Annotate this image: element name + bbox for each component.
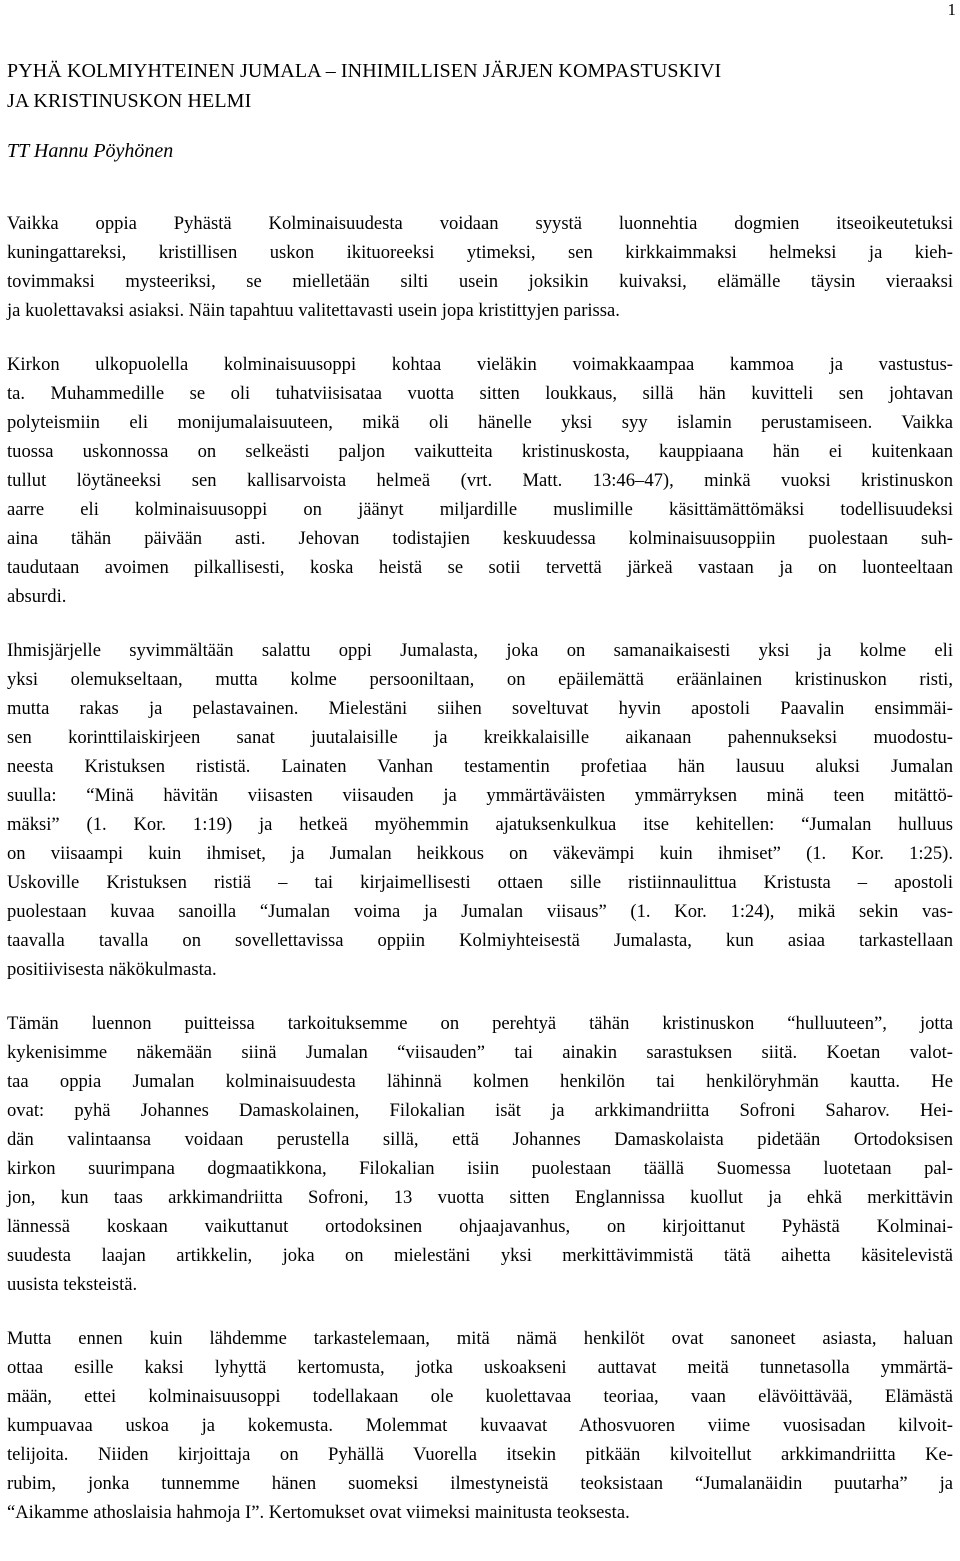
paragraph (7, 1009, 953, 1299)
document-body (7, 56, 953, 1552)
paragraph-line: suudesta laajan artikkelin, joka on mielestäni yksi merkittävimmistä tätä aihetta käsitelevistä (7, 1245, 953, 1266)
paragraph-line: tovimmaksi mysteeriksi, se mielletään silti usein joksikin kuivaksi, elämälle täysin vieraaksi (7, 271, 953, 292)
paragraph-line: neesta Kristuksen rististä. Lainaten Vanhan testamentin profetiaa hän lausuu aluksi Jumalan (7, 756, 953, 777)
author-name: TT Hannu Pöyhönen (7, 140, 174, 162)
paragraph-line: jon, kun taas arkkimandriitta Sofroni, 13 vuotta sitten Englannissa kuollut ja ehkä merkittävin (7, 1187, 953, 1208)
paragraph-line: tullut löytäneeksi sen kallisarvoista helmeä (vrt. Matt. 13:46–47), minkä vuoksi kristinuskon (7, 470, 953, 491)
paragraph-line: tuossa uskonnossa on selkeästi paljon vaikutteita kristinuskosta, kauppiaana hän ei kuitenkaan (7, 441, 953, 462)
paragraph-line: Tämän luennon puitteissa tarkoituksemme on perehtyä tähän kristinuskon “hulluuteen”, jotta (7, 1013, 953, 1034)
paragraph-line: Vaikka oppia Pyhästä Kolminaisuudesta voidaan syystä luonnehtia dogmien itseoikeutetuksi (7, 213, 953, 234)
paragraph (7, 209, 953, 325)
title-line: JA KRISTINUSKON HELMI (7, 90, 252, 112)
body-text (7, 209, 953, 1527)
paragraph-line: telijoita. Niiden kirjoittaja on Pyhällä Vuorella itsekin pitkään kilvoitellut arkkimandriitta Ke- (7, 1444, 953, 1465)
paragraph-line: yksi olemukseltaan, mutta kolme persooniltaan, on epäilemättä eräänlainen kristinuskon risti, (7, 669, 953, 690)
paragraph-line: Uskoville Kristuksen ristiä – tai kirjaimellisesti ottaen sille ristiinnaulittua Kristusta – apostoli (7, 872, 953, 893)
paragraph-line: puolestaan kuvaa sanoilla “Jumalan voima ja Jumalan viisaus” (1. Kor. 1:24), mikä sekin vas- (7, 901, 953, 922)
document-title (7, 56, 953, 116)
paragraph-line: mutta rakas ja pelastavainen. Mielestäni siihen soveltuvat hyvin apostoli Paavalin ensimmäi- (7, 698, 953, 719)
paragraph-line: polyteismiin eli monijumalaisuuteen, mikä oli hänelle yksi syy islamin perustamiseen. Vaikka (7, 412, 953, 433)
paragraph-line: ovat: pyhä Johannes Damaskolainen, Filokalian isät ja arkkimandriitta Sofroni Saharov. Hei- (7, 1100, 953, 1121)
paragraph-line: absurdi. (7, 586, 67, 607)
paragraph (7, 350, 953, 611)
paragraph-line: on viisaampi kuin ihmiset, ja Jumalan heikkous on väkevämpi kuin ihmiset” (1. Kor. 1:25). (7, 843, 953, 864)
paragraph-line: taa oppia Jumalan kolminaisuudesta lähinnä kolmen henkilön tai henkilöryhmän kautta. He (7, 1071, 953, 1092)
paragraph-line: ja kuolettavaksi asiaksi. Näin tapahtuu valitettavasti usein jopa kristittyjen parissa. (7, 300, 620, 321)
paragraph-line: kumpuavaa uskoa ja kokemusta. Molemmat kuvaavat Athosvuoren viime vuosisadan kilvoit- (7, 1415, 953, 1436)
paragraph-line: lännessä koskaan vaikuttanut ortodoksinen ohjaajavanhus, on kirjoittanut Pyhästä Kolminai- (7, 1216, 953, 1237)
paragraph-line: positiivisesta näkökulmasta. (7, 959, 217, 980)
paragraph (7, 1324, 953, 1527)
page-number: 1 (947, 0, 956, 19)
paragraph-line: dän valintaansa voidaan perustella sillä, että Johannes Damaskolaista pidetään Ortodoksisen (7, 1129, 953, 1150)
paragraph-line: kirkon suurimpana dogmaatikkona, Filokalian isiin puolestaan täällä Suomessa luotetaan pal- (7, 1158, 953, 1179)
paragraph-line: rubim, jonka tunnemme hänen suomeksi ilmestyneistä teoksistaan “Jumalanäidin puutarha” ja (7, 1473, 953, 1494)
paragraph-line: suulla: “Minä hävitän viisasten viisauden ja ymmärtäväisten ymmärryksen minä teen mitättö- (7, 785, 953, 806)
paragraph-line: kykenisimme näkemään siinä Jumalan “viisauden” tai ainakin sarastuksen siitä. Koetan valot- (7, 1042, 953, 1063)
paragraph-line: mäksi” (1. Kor. 1:19) ja hetkeä myöhemmin ajatuksenkulkua itse kehitellen: “Jumalan hulluus (7, 814, 953, 835)
paragraph-line: “Aikamme athoslaisia hahmoja I”. Kertomukset ovat viimeksi mainitusta teoksesta. (7, 1502, 630, 1523)
paragraph-line: taavalla tavalla on sovellettavissa oppiin Kolmiyhteisestä Jumalasta, kun asiaa tarkastellaan (7, 930, 953, 951)
paragraph-line: uusista teksteistä. (7, 1274, 138, 1295)
paragraph-line: ta. Muhammedille se oli tuhatviisisataa vuotta sitten loukkaus, sillä hän kuvitteli sen johtavan (7, 383, 953, 404)
paragraph-line: sen korinttilaiskirjeen sanat juutalaisille ja kreikkalaisille aikanaan pahennukseksi muodostu- (7, 727, 953, 748)
paragraph-line: Ihmisjärjelle syvimmältään salattu oppi Jumalasta, joka on samanaikaisesti yksi ja kolme eli (7, 640, 953, 661)
paragraph-line: Kirkon ulkopuolella kolminaisuusoppi kohtaa vieläkin voimakkaampaa kammoa ja vastustus- (7, 354, 953, 375)
paragraph-line: Mutta ennen kuin lähdemme tarkastelemaan, mitä nämä henkilöt ovat sanoneet asiasta, haluan (7, 1328, 953, 1349)
title-line: PYHÄ KOLMIYHTEINEN JUMALA – INHIMILLISEN JÄRJEN KOMPASTUSKIVI (7, 60, 722, 82)
paragraph-line: kuningattareksi, kristillisen uskon ikituoreeksi ytimeksi, sen kirkkaimmaksi helmeksi ja kieh- (7, 242, 953, 263)
paragraph-line: taudutaan avoimen pilkallisesti, koska heistä se sotii tervettä järkeä vastaan ja on luonteeltaan (7, 557, 953, 578)
paragraph (7, 636, 953, 984)
paragraph-line: ottaa esille kaksi lyhyttä kertomusta, jotka uskoakseni auttavat meitä tunnetasolla ymmärtä- (7, 1357, 953, 1378)
paragraph-line: mään, ettei kolminaisuusoppi todellakaan ole kuolettavaa teoriaa, vaan elävöittävää, Elämästä (7, 1386, 953, 1407)
paragraph-line: aarre eli kolminaisuusoppi on jäänyt miljardille muslimille käsittämättömäksi todellisuudeksi (7, 499, 953, 520)
paragraph-line: aina tähän päivään asti. Jehovan todistajien keskuudessa kolminaisuusoppiin puolestaan suh- (7, 528, 953, 549)
